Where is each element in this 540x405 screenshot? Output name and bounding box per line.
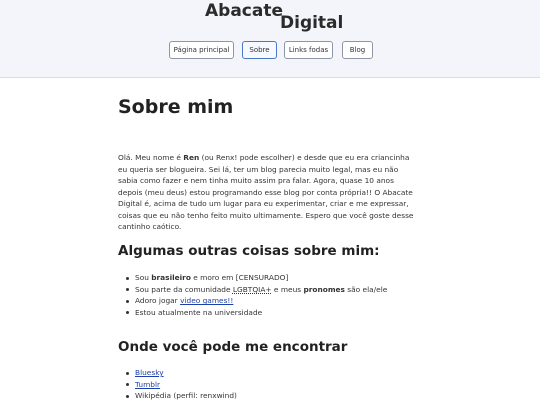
tumblr-link[interactable]: Tumblr	[135, 379, 161, 389]
intro-text-rest: (ou Renx! pode escolher) e desde que eu era criancinha eu queria ser blogueira. Sei lá, ter um blog parecia muito legal, mas eu não sabia como fazer e nem tinha muito assim pra falar. Agora, quase 10 anos depois (meu deus) estou programando esse blog por conta própria!! O Abacate Digital é, acima de tudo um lugar para eu experimentar, criar e me expressar, coisas que eu não tenho feito muito ultimamente. Espero que você goste desse cantinho caótico.	[118, 153, 414, 231]
list-item	[124, 379, 237, 391]
fact-text: Adoro jogar	[135, 296, 181, 306]
fact-bold: pronomes	[303, 284, 345, 294]
find-list	[124, 367, 237, 402]
wikipedia-item: Wikipédia (perfil: renxwind)	[135, 391, 237, 401]
nav-links-button[interactable]: Links fodas	[284, 41, 333, 59]
lgbtqia-abbr[interactable]: LGBTQIA+	[232, 284, 272, 294]
facts-heading: Algumas outras coisas sobre mim:	[118, 243, 380, 259]
list-item	[124, 307, 387, 319]
site-header	[0, 0, 540, 78]
video-games-link[interactable]: video games!!	[180, 296, 234, 306]
nav-blog-button[interactable]: Blog	[342, 41, 373, 59]
nav-about-button[interactable]: Sobre	[242, 41, 277, 59]
bluesky-link[interactable]: Bluesky	[135, 368, 164, 377]
fact-text: e meus	[271, 284, 304, 294]
list-item	[124, 390, 237, 402]
main-nav	[0, 41, 540, 59]
fact-text: são ela/ele	[344, 284, 388, 294]
facts-list	[124, 272, 387, 318]
list-item	[124, 284, 387, 296]
fact-text: Sou parte da comunidade	[135, 284, 233, 294]
intro-name: Ren	[183, 153, 200, 162]
fact-text: Sou	[135, 273, 152, 282]
nav-home-button[interactable]: Página principal	[169, 41, 234, 59]
list-item	[124, 295, 387, 307]
find-heading: Onde você pode me encontrar	[118, 339, 348, 355]
site-logo-line1[interactable]: Abacate	[205, 1, 284, 21]
intro-text-start: Olá. Meu nome é	[118, 153, 184, 162]
list-item	[124, 272, 387, 284]
list-item	[124, 367, 237, 379]
fact-text: Estou atualmente na universidade	[135, 307, 263, 317]
intro-paragraph	[118, 152, 418, 233]
fact-bold: brasileiro	[151, 273, 191, 282]
page-title: Sobre mim	[118, 96, 234, 118]
fact-text: e moro em [CENSURADO]	[190, 273, 289, 282]
site-logo-line2[interactable]: Digital	[280, 13, 344, 33]
